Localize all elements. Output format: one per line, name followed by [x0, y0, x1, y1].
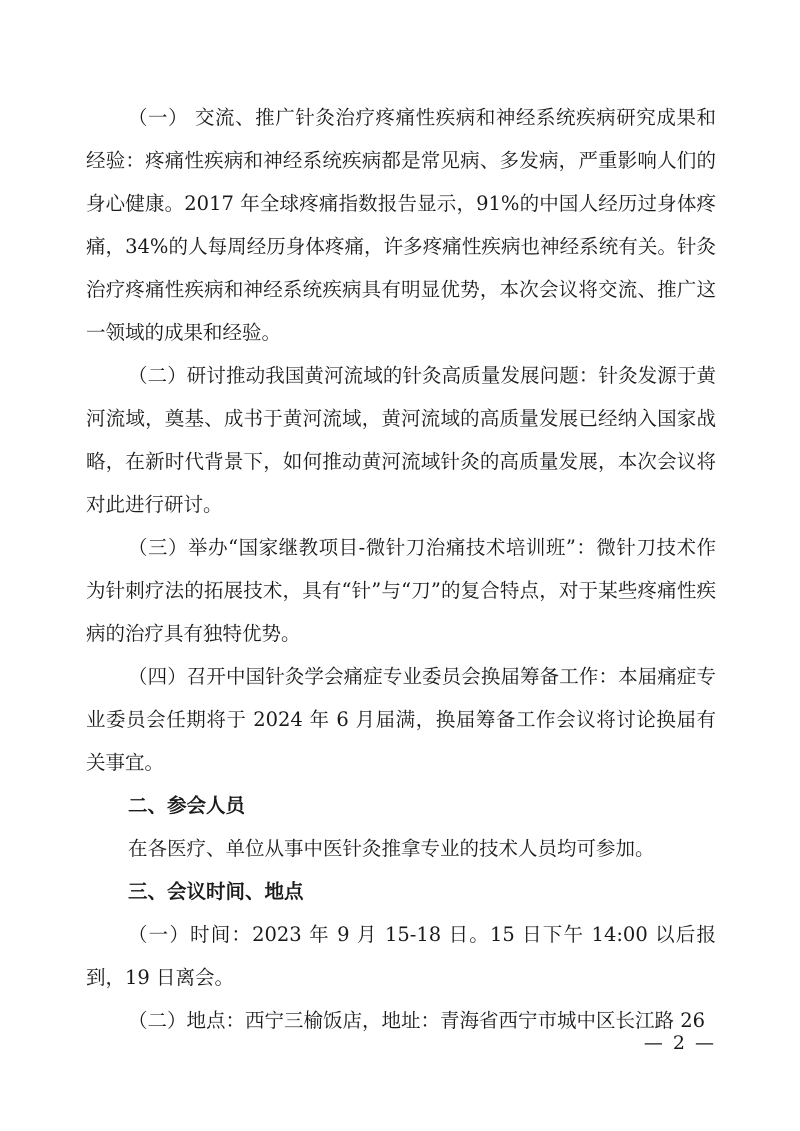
section-heading-participants: 二、参会人员: [128, 794, 246, 817]
section-heading-time-location: 三、会议时间、地点: [128, 880, 304, 903]
paragraph-item-2: （二）研讨推动我国黄河流域的针灸高质量发展问题：针灸发源于黄河流域，奠基、成书于黄河流域，黄河流域的高质量发展已经纳入国家战略，在新时代背景下，如何推动黄河流域针灸的高质量发展，本次会议将对此进行研讨。: [86, 364, 716, 516]
page-number: — 2 —: [643, 1032, 716, 1054]
paragraph-location: （二）地点：西宁三榆饭店，地址：青海省西宁市城中区长江路 26: [128, 1009, 706, 1032]
paragraph-item-4: （四）召开中国针灸学会痛症专业委员会换届筹备工作：本届痛症专业委员会任期将于 2024 年 6 月届满，换届筹备工作会议将讨论换届有关事宜。: [86, 665, 716, 774]
paragraph-item-3: （三）举办“国家继教项目-微针刀治痛技术培训班”：微针刀技术作为针刺疗法的拓展技术，具有“针”与“刀”的复合特点，对于某些疼痛性疾病的治疗具有独特优势。: [86, 536, 716, 645]
paragraph-participants: 在各医疗、单位从事中医针灸推拿专业的技术人员均可参加。: [128, 837, 655, 860]
paragraph-time: （一）时间：2023 年 9 月 15-18 日。15 日下午 14:00 以后报到，19 日离会。: [86, 923, 716, 989]
document-body: [86, 96, 716, 1042]
paragraph-item-1: （一） 交流、推广针灸治疗疼痛性疾病和神经系统疾病研究成果和经验：疼痛性疾病和神经系统疾病都是常见病、多发病，严重影响人们的身心健康。2017 年全球疼痛指数报告显示，91%的中国人经历过身体疼痛，34%的人每周经历身体疼痛，许多疼痛性疾病也神经系统有关。针灸治疗疼痛性疾病和神经系统疾病具有明显优势，本次会议将交流、推广这一领域的成果和经验。: [86, 106, 716, 344]
